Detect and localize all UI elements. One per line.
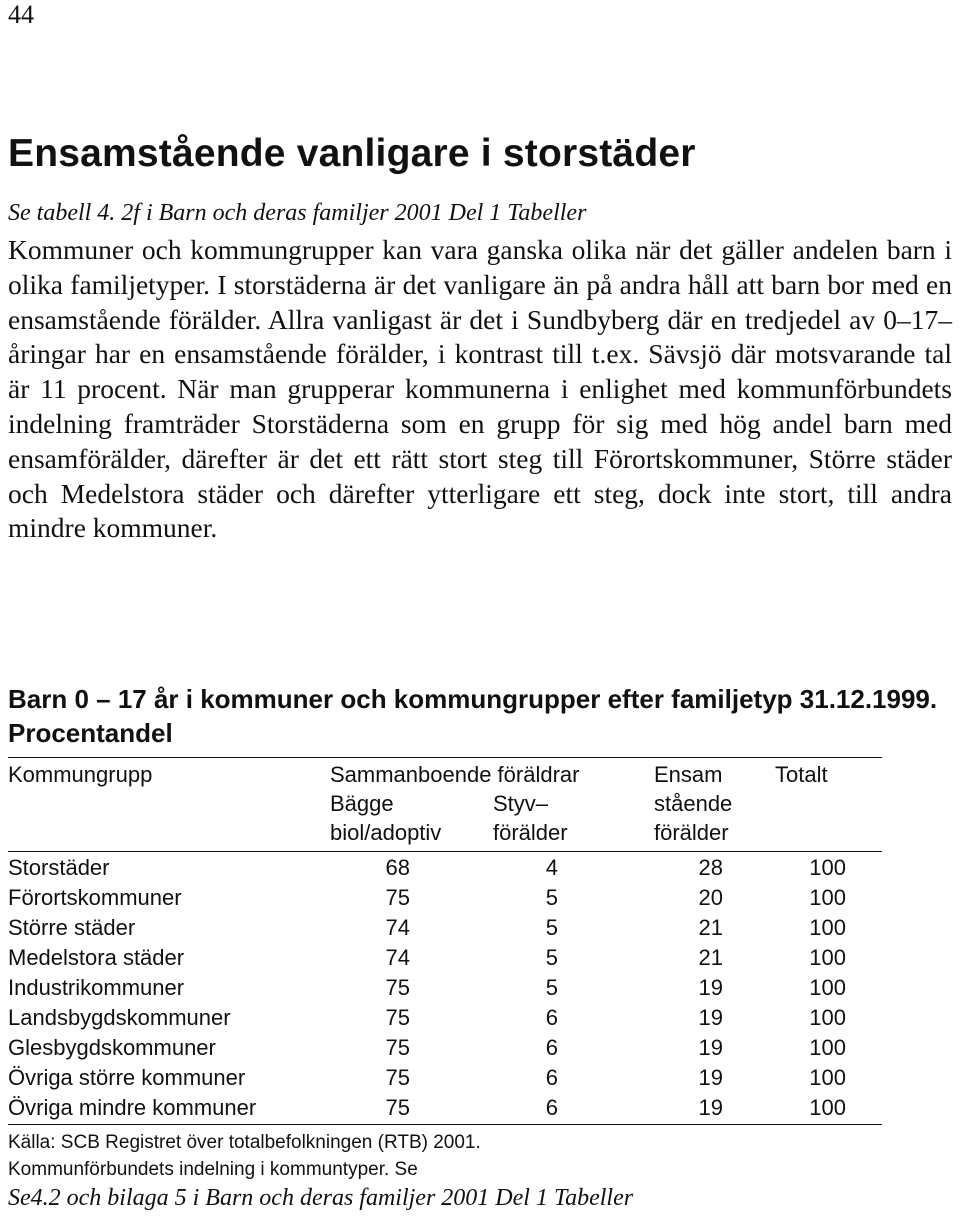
cell-bagge: 75 [385,1005,410,1030]
header-totalt: Totalt [775,762,828,787]
table-row [8,1033,846,1063]
cell-styv: 6 [545,1035,558,1060]
header-styv-foralder: förälder [493,820,568,845]
cell-kommungrupp: Medelstora städer [8,945,185,970]
table-reference: Se tabell 4. 2f i Barn och deras familjer 2001 Del 1 Tabeller [8,200,587,226]
source-note: Källa: SCB Registret över totalbefolkningen (RTB) 2001. [8,1132,481,1153]
cell-totalt: 100 [809,975,846,1000]
cell-kommungrupp: Förortskommuner [8,885,182,910]
cell-ensam: 28 [698,855,723,880]
cell-bagge: 75 [385,1065,410,1090]
cell-bagge: 75 [385,1095,410,1120]
page-heading: Ensamstående vanligare i storstäder [8,132,696,175]
cell-kommungrupp: Större städer [8,915,136,940]
table-top-rule [8,757,882,758]
cell-styv: 5 [545,885,558,910]
cell-bagge: 75 [385,885,410,910]
table-row [8,943,846,973]
cell-bagge: 74 [385,945,410,970]
cell-kommungrupp: Landsbygdskommuner [8,1005,231,1030]
cell-totalt: 100 [809,1095,846,1120]
cell-ensam: 19 [698,975,723,1000]
cell-totalt: 100 [809,1065,846,1090]
cell-ensam: 20 [698,885,723,910]
header-sammanboende: Sammanboende föräldrar [330,762,580,787]
table-row [8,913,846,943]
cell-kommungrupp: Glesbygdskommuner [8,1035,216,1060]
cell-kommungrupp: Industrikommuner [8,975,185,1000]
header-styv: Styv– [493,791,549,816]
cell-totalt: 100 [809,1035,846,1060]
cell-styv: 5 [545,975,558,1000]
cell-styv: 5 [545,915,558,940]
cell-kommungrupp: Storstäder [8,855,110,880]
table-row [8,1003,846,1033]
cell-styv: 5 [545,945,558,970]
cell-ensam: 19 [698,1095,723,1120]
table-row [8,1063,846,1093]
cell-kommungrupp: Övriga större kommuner [8,1065,246,1090]
cell-totalt: 100 [809,855,846,880]
cell-bagge: 75 [385,975,410,1000]
cell-ensam: 19 [698,1065,723,1090]
header-biol-adoptiv: biol/adoptiv [330,820,442,845]
table-row [8,853,846,883]
cell-totalt: 100 [809,1005,846,1030]
cell-bagge: 68 [385,855,410,880]
cell-totalt: 100 [809,945,846,970]
data-table [8,853,846,1123]
cell-totalt: 100 [809,915,846,940]
cell-ensam: 19 [698,1005,723,1030]
cell-ensam: 19 [698,1035,723,1060]
cell-styv: 6 [545,1095,558,1120]
cell-totalt: 100 [809,885,846,910]
cell-bagge: 75 [385,1035,410,1060]
table-bottom-rule [8,1124,882,1125]
table-row [8,973,846,1003]
cell-ensam: 21 [698,915,723,940]
header-staende: stående [654,791,733,816]
cell-styv: 6 [545,1005,558,1030]
body-paragraph: Kommuner och kommungrupper kan vara ganska olika när det gäller andelen barn i olika familjetyper. I storstäderna är det vanligare än på andra håll att barn bor med en ensamstående förälder. Allra vanligast är det i Sundbyberg där en tredjedel av 0–17–åringar har en ensamstående förälder, i kontrast till t.ex. Sävsjö där motsvarande tal är 11 procent. När man grupperar kommunerna i enlighet med kommunförbundets indelning framträder Storstäderna som en grupp för sig med hög andel barn med ensamförälder, därefter är det ett rätt stort steg till Förortskommuner, Större städer och Medelstora städer och därefter ytterligare ett steg, dock inte stort, till andra mindre kommuner. [8,234,952,544]
source-note-classification: Kommunförbundets indelning i kommuntyper. Se [8,1159,418,1180]
cell-styv: 6 [545,1065,558,1090]
source-note-reference: Se4.2 och bilaga 5 i Barn och deras familjer 2001 Del 1 Tabeller [8,1185,634,1211]
header-kommungrupp: Kommungrupp [8,762,153,787]
header-bagge: Bägge [330,791,394,816]
table-row [8,1093,846,1123]
cell-ensam: 21 [698,945,723,970]
page-number: 44 [8,0,34,29]
cell-kommungrupp: Övriga mindre kommuner [8,1095,257,1120]
header-ensam: Ensam [654,762,723,787]
header-ensam-foralder: förälder [654,820,729,845]
cell-bagge: 74 [385,915,410,940]
table-header-rule [8,851,882,852]
table-caption: Barn 0 – 17 år i kommuner och kommungrupper efter familjetyp 31.12.1999. Procentandel [8,684,938,748]
table-row [8,883,846,913]
cell-styv: 4 [545,855,558,880]
